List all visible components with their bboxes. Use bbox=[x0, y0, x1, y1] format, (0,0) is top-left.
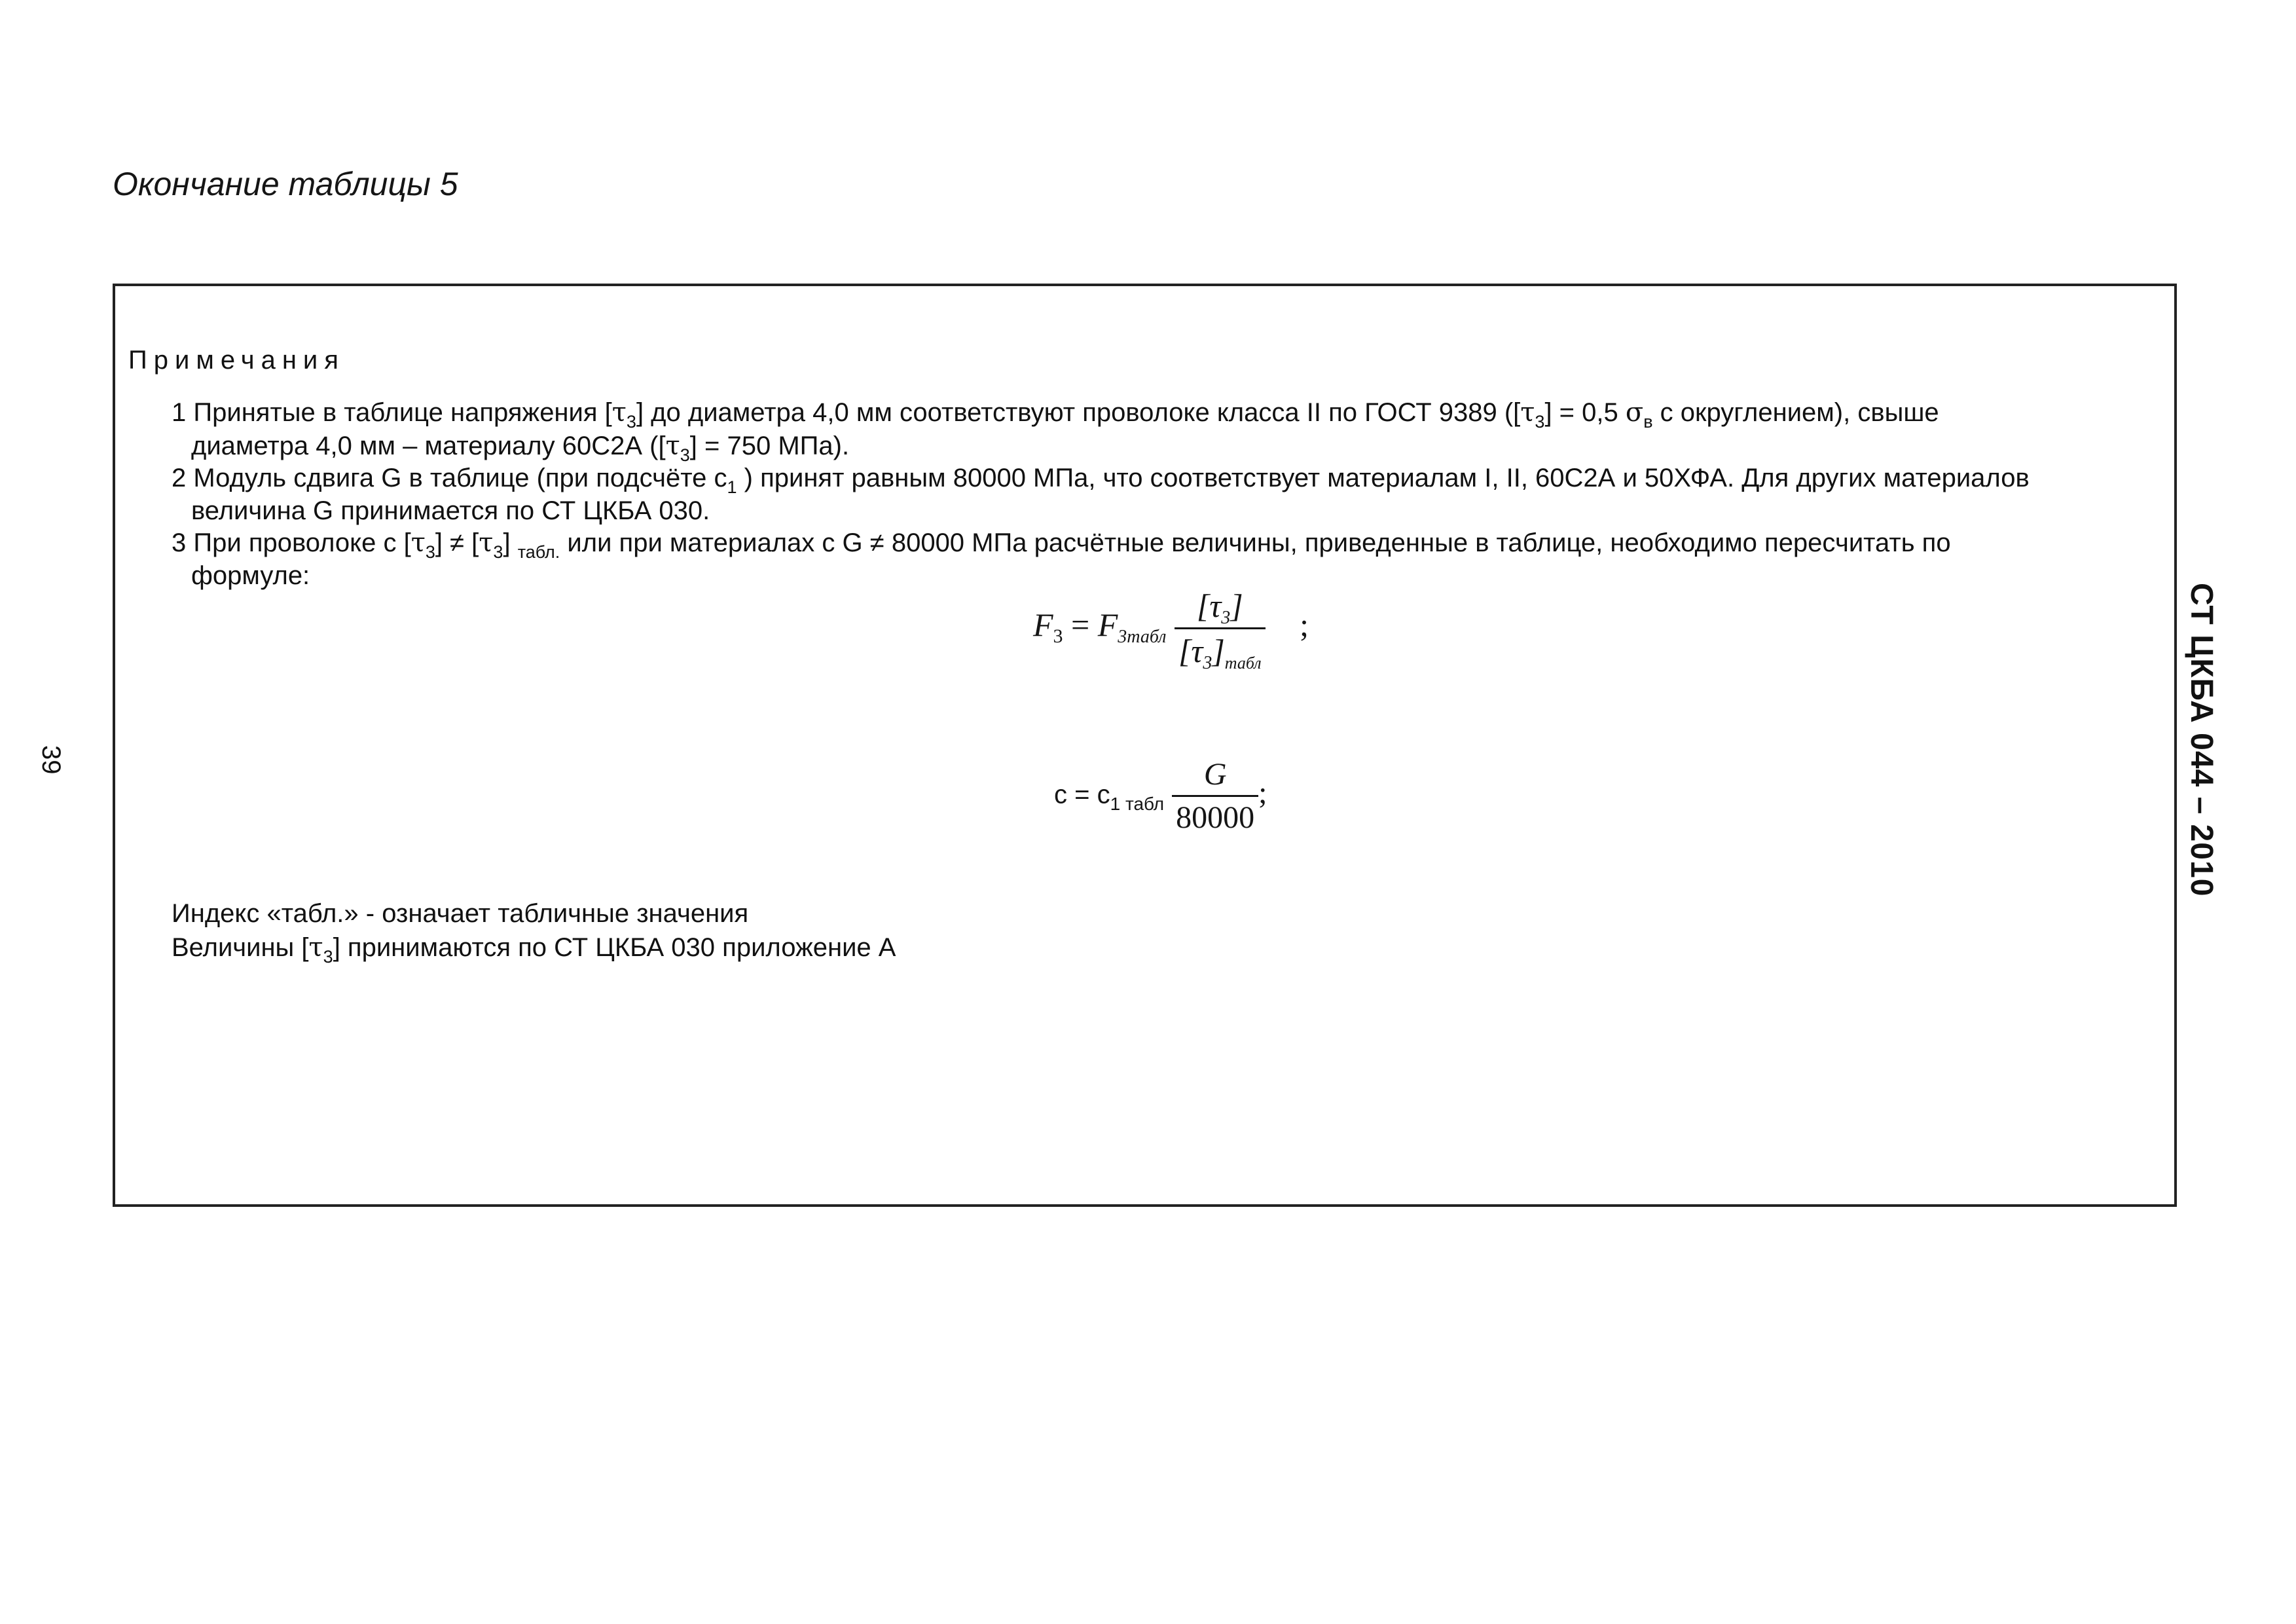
notes-heading: Примечания bbox=[128, 346, 345, 375]
note-2-line-2: величина G принимается по СТ ЦКБА 030. bbox=[191, 496, 710, 525]
formula-stiffness: $c = c_{1 табл}$ $\frac{G}{80000}$ ; bbox=[1054, 757, 1267, 835]
footer-note-index: Индекс «табл.» - означает табличные значения bbox=[172, 899, 749, 928]
footer-note-values: Величины $[\tau_3]$ принимаются по СТ ЦКБА 030 приложение А bbox=[172, 932, 896, 967]
page-number: 39 bbox=[37, 745, 65, 775]
formula-stiffness-fraction: $\frac{G}{80000}$ bbox=[1172, 756, 1258, 836]
formula-force-fraction: $\frac{[\tau_3]}{[\tau_3]_{табл}}$ bbox=[1175, 587, 1266, 670]
note-3-line-2: формуле: bbox=[191, 561, 310, 590]
note-1-line-2: диаметра 4,0 мм – материалу 60С2А ($[\tau_3] = 750$ МПа). bbox=[191, 431, 850, 465]
formula-force: $F_3 = F_{3табл}$ $\frac{[\tau_3]}{[\tau_3]_{табл}}$ ; bbox=[1033, 587, 1309, 673]
note-3-line-1: 3 При проволоке с $[\tau_3] \ne [\tau_3]$ $_{табл.}$ или при материалах с G ≠ 80000 МПа расчётные величины, приведенные в таблице, необходимо пересчитать по bbox=[172, 528, 1951, 562]
table-caption: Окончание таблицы 5 bbox=[113, 166, 458, 202]
document-code: СТ ЦКБА 044 – 2010 bbox=[2184, 583, 2219, 897]
note-1-line-1: 1 Принятые в таблице напряжения $[\tau_3]$ до диаметра 4,0 мм соответствуют проволоке класса II по ГОСТ 9389 ($[\tau_3] = 0,5$ $\sigma_в$ с округлением), свыше bbox=[172, 397, 1939, 432]
note-2-line-1: 2 Модуль сдвига G в таблице (при подсчёте $c_1$ ) принят равным 80000 МПа, что соответствует материалам I, II, 60С2А и 50ХФА. Для других материалов bbox=[172, 464, 2030, 497]
